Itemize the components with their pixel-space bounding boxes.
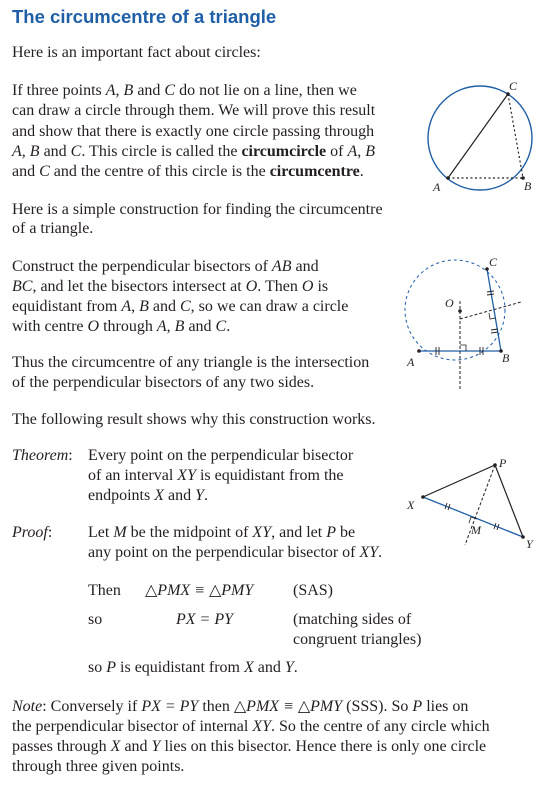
label-a: A — [407, 355, 415, 369]
para4-line1: Thus the circumcentre of any triangle is the intersection — [12, 354, 370, 371]
proof-reason-2: congruent triangles) — [293, 631, 422, 648]
note-line2: the perpendicular bisector of internal XY. So the centre of any circle which — [12, 718, 490, 735]
page-title: The circumcentre of a triangle — [12, 6, 277, 27]
circumcircle — [428, 86, 532, 190]
point-y — [521, 535, 525, 539]
para3-line2: BC, and let the bisectors intersect at O. Then O is — [12, 278, 329, 295]
label-x: X — [407, 498, 415, 512]
para1-line2: can draw a circle through them. We will prove this result — [12, 102, 376, 119]
proof-equation: PX = PY — [176, 611, 234, 628]
para1-line3: and show that there is exactly one circle passing through — [12, 123, 375, 140]
circumcircle-figure — [420, 78, 540, 198]
note-line4: through three given points. — [12, 758, 185, 775]
para4-line2: of the perpendicular bisectors of any two sides. — [12, 374, 315, 391]
theorem-label: Theorem: — [12, 447, 73, 464]
theorem-line1: Every point on the perpendicular bisector — [88, 447, 354, 464]
theorem-line2: of an interval XY is equidistant from the — [88, 467, 344, 484]
proof-sas: (SAS) — [293, 582, 334, 599]
point-a — [446, 176, 450, 180]
tick-bc-1 — [487, 291, 494, 292]
side-ac — [448, 94, 508, 178]
point-o — [458, 309, 462, 313]
proof-then: Then — [88, 582, 121, 599]
segment-px — [423, 465, 495, 497]
intro-text: Here is an important fact about circles: — [12, 44, 261, 61]
point-p — [493, 463, 497, 467]
label-y: Y — [526, 537, 533, 551]
point-x — [421, 495, 425, 499]
bisector-bc — [460, 302, 521, 319]
label-m: M — [471, 523, 481, 537]
label-b: B — [524, 179, 532, 193]
circumcircle-dashed — [405, 260, 505, 360]
point-a — [417, 349, 421, 353]
label-o: O — [445, 296, 454, 310]
proof-so: so — [88, 611, 103, 628]
bisector-figure — [405, 255, 535, 395]
para3-line1: Construct the perpendicular bisectors of AB and — [12, 258, 319, 275]
proof-conclusion: so P is equidistant from X and Y. — [88, 659, 298, 676]
proof-reason-1: (matching sides of — [293, 611, 412, 628]
label-a: A — [433, 180, 441, 194]
proof-label: Proof: — [12, 524, 53, 541]
tick-bc-4 — [491, 332, 498, 333]
proof-line1: Let M be the midpoint of XY, and let P be — [88, 524, 356, 541]
right-angle-ab — [460, 345, 466, 351]
para5-text: The following result shows why this construction works. — [12, 411, 376, 428]
para2-line1: Here is a simple construction for finding the circumcentre — [12, 201, 383, 218]
proof-line2: any point on the perpendicular bisector of XY. — [88, 544, 383, 561]
tick-bc-2 — [487, 294, 494, 295]
para2-line2: of a triangle. — [12, 220, 94, 237]
label-c: C — [489, 255, 498, 269]
para1-line4: A, B and C. This circle is called the circumcircle of A, B — [12, 143, 376, 160]
para1-line1: If three points A, B and C do not lie on a line, then we — [12, 82, 357, 99]
label-b: B — [502, 351, 510, 365]
para1-line5: and C and the centre of this circle is the circumcentre. — [12, 163, 364, 180]
proof-figure — [403, 445, 543, 555]
proof-congruence: △PMX ≡ △PMY — [145, 582, 254, 599]
note-line1: Note: Conversely if PX = PY then △PMX ≡ △PMY (SSS). So P lies on — [12, 698, 469, 715]
label-c: C — [509, 79, 518, 93]
theorem-line3: endpoints X and Y. — [88, 487, 209, 504]
para3-line3: equidistant from A, B and C, so we can draw a circle — [12, 298, 349, 315]
label-p: P — [499, 456, 507, 470]
note-line3: passes through X and Y lies on this bisector. Hence there is only one circle — [12, 738, 487, 755]
para3-line4: with centre O through A, B and C. — [12, 318, 231, 335]
segment-py — [495, 465, 523, 537]
